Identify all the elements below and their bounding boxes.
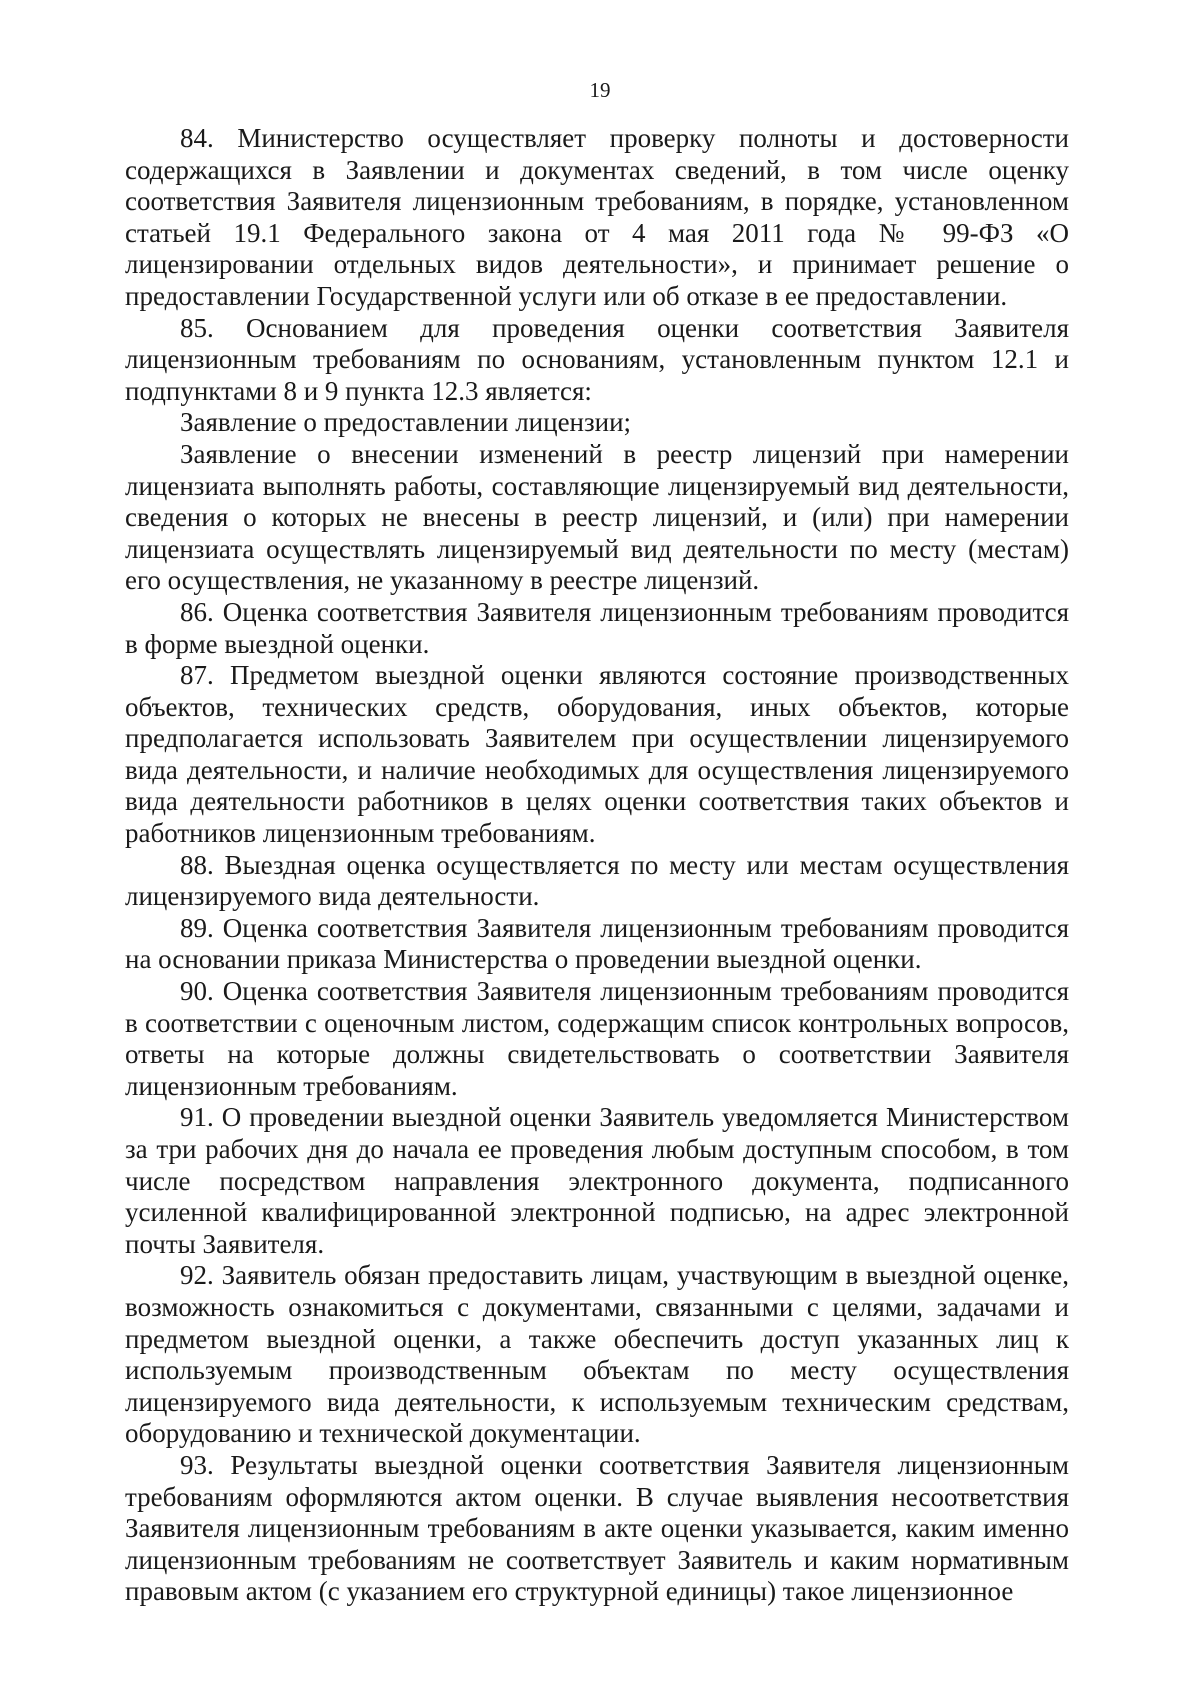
page-number: 19 bbox=[589, 78, 611, 102]
paragraph-86: 86. Оценка соответствия Заявителя лицензионным требованиям проводится в форме выездной оценки. bbox=[125, 596, 1069, 659]
paragraph-91: 91. О проведении выездной оценки Заявитель уведомляется Министерством за три рабочих дня до начала ее проведения любым доступным способом, в том числе посредством направления электронного документа, подписанного усиленной квалифицированной электронной подписью, на адрес электронной почты Заявителя. bbox=[125, 1102, 1069, 1259]
paragraph-87: 87. Предметом выездной оценки являются состояние производственных объектов, технических средств, оборудования, иных объектов, которые предполагается использовать Заявителем при осуществлении лицензируемого вида деятельности, и наличие необходимых для осуществления лицензируемого вида деятельности работников в целях оценки соответствия таких объектов и работников лицензионным требованиям. bbox=[125, 660, 1069, 849]
paragraph-88: 88. Выездная оценка осуществляется по месту или местам осуществления лицензируемого вида деятельности. bbox=[125, 849, 1069, 912]
paragraph-85-item-2: Заявление о внесении изменений в реестр лицензий при намерении лицензиата выполнять работы, составляющие лицензируемый вид деятельности, сведения о которых не внесены в реестр лицензий, и (или) при намерении лицензиата осуществлять лицензируемый вид деятельности по месту (местам) его осуществления, не указанному в реестре лицензий. bbox=[125, 438, 1069, 596]
paragraph-84: 84. Министерство осуществляет проверку полноты и достоверности содержащихся в Заявлении и документах сведений, в том числе оценку соответствия Заявителя лицензионным требованиям, в порядке, установленном статьей 19.1 Федерального закона от 4 мая 2011 года № 99-ФЗ «О лицензировании отдельных видов деятельности», и принимает решение о предоставлении Государственной услуги или об отказе в ее предоставлении. bbox=[125, 123, 1069, 311]
paragraph-92: 92. Заявитель обязан предоставить лицам, участвующим в выездной оценке, возможность ознакомиться с документами, связанными с целями, задачами и предметом выездной оценки, а также обеспечить доступ указанных лиц к используемым производственным объектам по месту осуществления лицензируемого вида деятельности, к используемым техническим средствам, оборудованию и технической документации. bbox=[125, 1260, 1069, 1449]
paragraph-93: 93. Результаты выездной оценки соответствия Заявителя лицензионным требованиям оформляются актом оценки. В случае выявления несоответствия Заявителя лицензионным требованиям в акте оценки указывается, каким именно лицензионным требованиям не соответствует Заявитель и каким нормативным правовым актом (с указанием его структурной единицы) такое лицензионное bbox=[125, 1449, 1069, 1607]
paragraph-85: 85. Основанием для проведения оценки соответствия Заявителя лицензионным требованиям по основаниям, установленным пунктом 12.1 и подпунктами 8 и 9 пункта 12.3 является: bbox=[125, 312, 1069, 406]
paragraph-85-item-1: Заявление о предоставлении лицензии; bbox=[180, 407, 632, 438]
paragraph-90: 90. Оценка соответствия Заявителя лицензионным требованиям проводится в соответствии с оценочным листом, содержащим список контрольных вопросов, ответы на которые должны свидетельствовать о соответствии Заявителя лицензионным требованиям. bbox=[125, 976, 1069, 1101]
document-body bbox=[125, 123, 1069, 1608]
paragraph-89: 89. Оценка соответствия Заявителя лицензионным требованиям проводится на основании приказа Министерства о проведении выездной оценки. bbox=[125, 912, 1069, 975]
